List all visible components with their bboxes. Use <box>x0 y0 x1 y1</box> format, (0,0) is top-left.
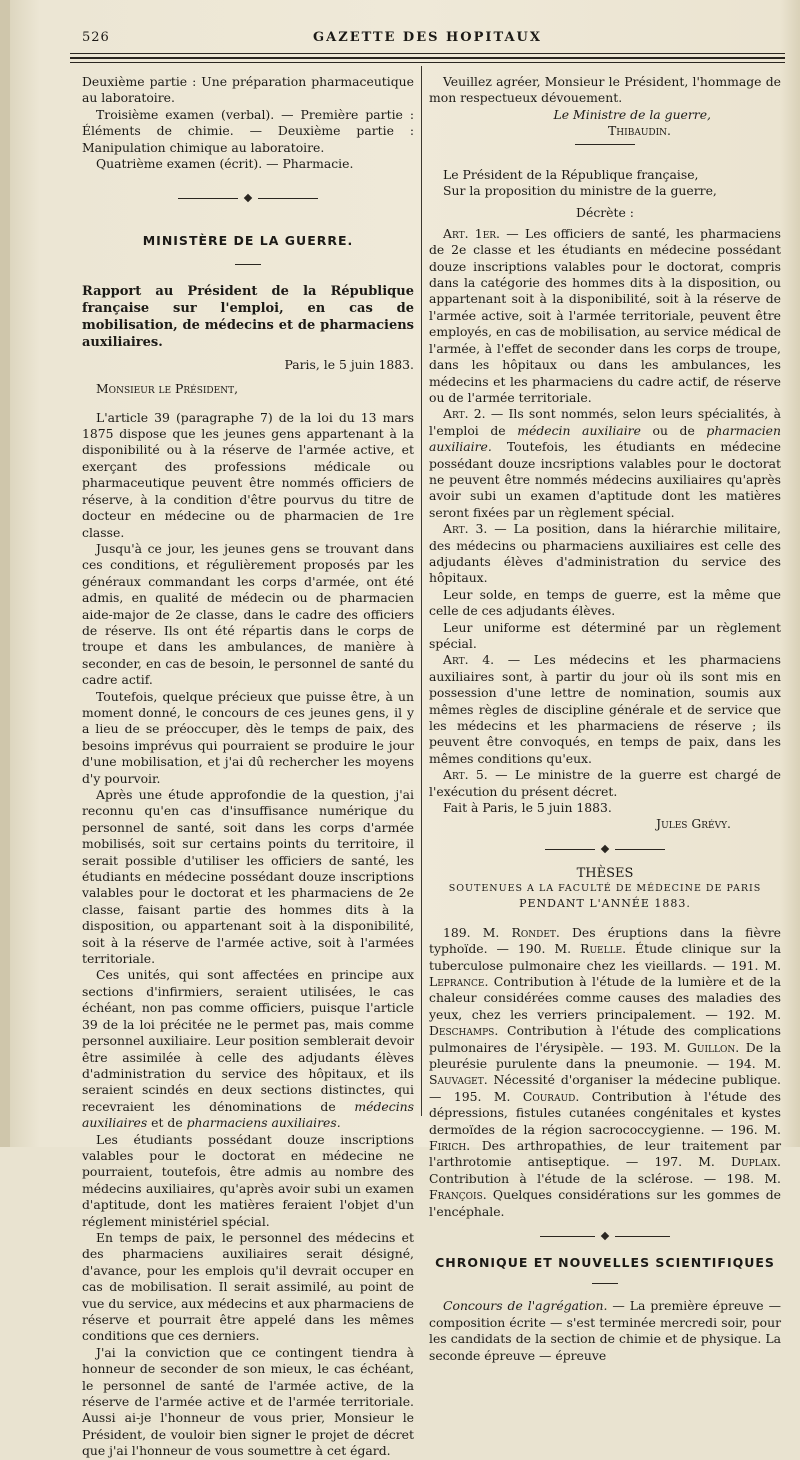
short-rule <box>575 144 635 145</box>
journal-title: GAZETTE DES HOPITAUX <box>313 30 542 45</box>
thesis-entry: 196. M. Firich. Des arthropathies, de leur traitement par l'arthrotomie antiseptique. — <box>429 1121 781 1170</box>
article: Art. 1er. — Les officiers de santé, les pharmaciens de 2e classe et les étudiants en médecine possédant douze inscriptions valables pour le doctorat, compris dans la catégorie des hommes dits à la disposition, ou appartenant soit à la disponibilité, soit à la réserve de l'armée active, soit à l'armée territoriale, peuvent être employés, en cas de mobilisation, au service médical de l'armée, à l'effet de seconder dans les corps de troupe, dans les hôpitaux ou dans les ambulances, les médecins et les pharmaciens du cadre actif, de réserve ou de l'armée territoriale. <box>429 225 781 405</box>
paragraph: Concours de l'agrégation. — La première épreuve — composition écrite — s'est terminée mercredi soir, pour les candidats de la section de chimie et de physique. La seconde épreuve — épreuve <box>429 1298 781 1363</box>
column-divider <box>421 66 422 1116</box>
paragraph: Leur uniforme est déterminé par un règlement spécial. <box>429 619 781 651</box>
article: Art. 2. — Ils sont nommés, selon leurs spécialités, à l'emploi de médecin auxiliaire ou de pharmacien auxiliaire. Toutefois, les étudiants en médecine possédant douze incsriptions valables pour le doctorat ne peuvent être nommés médecins auxiliaires qu'après avoir subi un examen d'aptitude dont les matières seront fixées par un règlement spécial. <box>429 406 781 520</box>
short-rule <box>592 1283 618 1284</box>
thesis-entry: 198. M. François. Quelques considérations sur les gommes de l'encéphale. <box>429 1170 781 1219</box>
thesis-entry: 195. M. Couraud. Contribution à l'étude des dépressions, fistules cutanées congénitales et kystes dermoïdes de la région sacrococcygienne. — <box>429 1088 781 1137</box>
signature: Jules Grévy. <box>656 816 731 832</box>
paragraph: Quatrième examen (écrit). — Pharmacie. <box>96 156 354 172</box>
page-header <box>70 28 785 48</box>
paragraph: L'article 39 (paragraphe 7) de la loi du 13 mars 1875 dispose que les jeunes gens appartenant à la disponibilité ou à la réserve de l'armée active, et exerçant des professions médicale ou pharmaceutique peuvent être nommés officiers de réserve, à la condition d'être pourvus du titre de docteur en médecine ou de pharmacien de 1re classe. <box>82 409 414 540</box>
ornament-divider <box>540 1232 670 1241</box>
paragraph: Jusqu'à ce jour, les jeunes gens se trouvant dans ces conditions, et régulièrement proposés par les généraux commandant les corps d'armée, ont été admis, en qualité de médecin ou de pharmacien aide-major de 2e classe, dans le cadre des officiers de réserve. Ils ont été répartis dans le corps de troupe et dans les ambulances, de manière à seconder, en cas de besoin, le personnel de santé du cadre actif. <box>82 540 414 688</box>
thesis-entry: 193. M. Guillon. De la pleurésie purulente dans la pneumonie. — <box>429 1039 782 1071</box>
thesis-entry: 194. M. Sauvaget. Nécessité d'organiser la médecine publique. — <box>429 1055 782 1104</box>
paragraph: Fait à Paris, le 5 juin 1883. <box>443 800 612 816</box>
article: Art. 4. — Les médecins et les pharmaciens auxiliaires sont, à partir du jour où ils sont mis en possession d'une lettre de nomination, soumis aux mêmes règles de discipline générale et de service que les médecins et les pharmaciens de réserve ; ils peuvent être convoqués, en temps de paix, dans les mêmes conditions qu'eux. <box>429 652 781 766</box>
thesis-entry: 190. M. Ruelle. Étude clinique sur la tuberculose pulmonaire chez les vieillards. — <box>429 941 781 973</box>
minister-name: Thibaudin. <box>608 123 671 139</box>
place-date: Paris, le 5 juin 1883. <box>284 356 414 372</box>
section-title: THÈSES <box>576 865 634 881</box>
salutation: Monsieur le Président, <box>96 381 239 397</box>
section-title: CHRONIQUE ET NOUVELLES SCIENTIFIQUES <box>435 1255 775 1270</box>
header-rule <box>70 57 785 59</box>
header-rule <box>70 53 785 54</box>
article: Art. 3. — La position, dans la hiérarchie militaire, des médecins ou pharmaciens auxiliaires est celle des adjudants élèves d'administration du service des hôpitaux. <box>429 521 781 586</box>
paragraph: Sur la proposition du ministre de la guerre, <box>443 183 717 199</box>
section-subtitle: SOUTENUES A LA FACULTÉ DE MÉDECINE DE PARIS <box>448 883 762 895</box>
ornament-divider <box>178 194 318 203</box>
thesis-entry: 197. M. Duplaix. Contribution à l'étude de la sclérose. — <box>429 1154 781 1186</box>
ornament-divider <box>545 845 665 854</box>
thesis-entry: 189. M. Rondet. Des éruptions dans la fièvre typhoïde. — <box>429 924 782 957</box>
header-rule <box>70 62 785 63</box>
left-column <box>82 74 414 1460</box>
decree-heading: Décrète : <box>576 205 634 221</box>
report-title: Rapport au Président de la République française sur l'emploi, en cas de mobilisation, de médecins et de pharmaciens auxiliaires. <box>82 283 414 350</box>
paragraph: En temps de paix, le personnel des médecins et des pharmaciens auxiliaires serait désigné, d'avance, pour les emplois qu'il devrait occuper en cas de mobilisation. Il serait assimilé, au point de vue du service, aux médecins et aux pharmaciens de réserve et pourrait être appelé dans les mêmes conditions que ces derniers. <box>82 1229 414 1344</box>
theses-list <box>429 925 781 1220</box>
paragraph: Après une étude approfondie de la question, j'ai reconnu qu'en cas d'insuffisance numérique du personnel de santé, soit dans les corps d'armée mobilisés, soit sur certains points du territoire, il serait possible d'utiliser les officiers de santé, les étudiants en médecine possédant douze inscriptions valables pour le doctorat et les pharmaciens de 2e classe, faisant partie des hommes dits à la disposition, ou appartenant soit à la disponibilité, soit à la réserve de l'armée active, soit à l'armées territoriale. <box>82 787 414 967</box>
paragraph: Veuillez agréer, Monsieur le Président, l'hommage de mon respectueux dévouement. <box>429 74 781 106</box>
thesis-entry: 192. M. Deschamps. Contribution à l'étude des complications pulmonaires de l'érysipèle. — <box>429 1006 782 1055</box>
section-title: MINISTÈRE DE LA GUERRE. <box>142 233 354 249</box>
paragraph: Leur solde, en temps de guerre, est la même que celle de ces adjudants élèves. <box>429 586 781 619</box>
page-edge <box>0 0 10 1147</box>
article: Art. 5. — Le ministre de la guerre est chargé de l'exécution du présent décret. <box>429 767 781 799</box>
paragraph: Les étudiants possédant douze inscriptions valables pour le doctorat en médecine ne pourraient, toutefois, être admis au nombre des médecins auxiliaires, qu'après avoir subi un examen d'aptitude, dont les matières feraient l'objet d'un réglement ministériel spécial. <box>82 1131 414 1229</box>
paragraph: J'ai la conviction que ce contingent tiendra à honneur de seconder de son mieux, le cas échéant, le personnel de santé de l'armée active, de la réserve de l'armée active et de l'armée territoriale. Aussi ai-je l'honneur de vous prier, Monsieur le Président, de vouloir bien signer le projet de décret que j'ai l'honneur de vous soumettre à cet égard. <box>82 1344 414 1459</box>
paragraph: Ces unités, qui sont affectées en principe aux sections d'infirmiers, seraient utilisées, le cas échéant, non pas comme officiers, puisque l'article 39 de la loi précitée ne le permet pas, mais comme personnel auxiliaire. Leur position semblerait devoir être assimilée à celle des adjudants élèves d'administration du service des hôpitaux, et ils seraient scindés en deux sections distinctes, qui recevraient les dénominations de médecins auxiliaires et de pharmaciens auxiliaires. <box>82 967 414 1131</box>
page-number: 526 <box>82 30 110 45</box>
short-rule <box>235 264 261 265</box>
paragraph: Deuxième partie : Une préparation pharmaceutique au laboratoire. <box>82 74 414 106</box>
paragraph: Toutefois, quelque précieux que puisse être, à un moment donné, le concours de ces jeunes gens, il y a lieu de se préoccuper, dès le temps de paix, des besoins imprévus qui pourraient se produire le jour d'une mobilisation, et j'ai dû rechercher les moyens d'y pourvoir. <box>82 688 414 786</box>
thesis-entry: 191. M. Leprance. Contribution à l'étude de la lumière et de la chaleur considérées comme causes des maladies des yeux, chez les verriers principalement. — <box>429 957 782 1022</box>
minister-title: Le Ministre de la guerre, <box>553 106 711 122</box>
paragraph: Troisième examen (verbal). — Première partie : Éléments de chimie. — Deuxième partie : Manipulation chimique au laboratoire. <box>82 106 414 155</box>
section-subtitle: PENDANT L'ANNÉE 1883. <box>519 897 691 911</box>
right-column <box>429 74 781 1364</box>
paragraph: Le Président de la République française, <box>443 166 699 182</box>
